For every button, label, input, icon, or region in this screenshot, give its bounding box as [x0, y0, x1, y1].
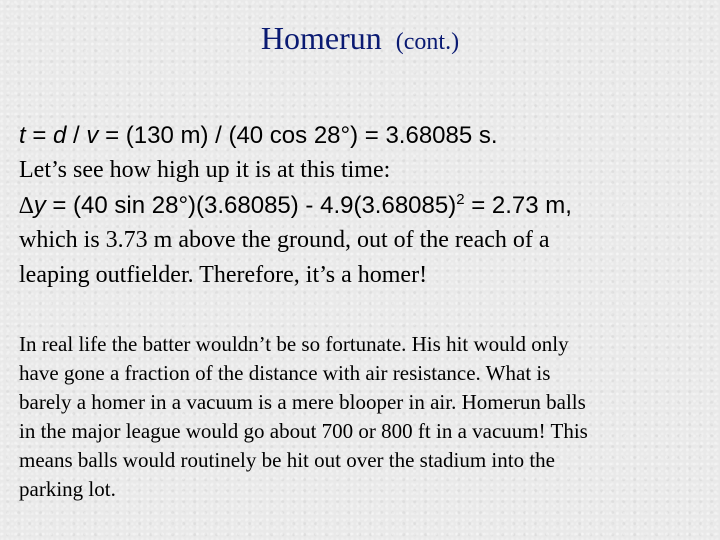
- y-symbol: y: [33, 192, 46, 219]
- title-main: Homerun: [260, 20, 382, 56]
- slide-title: [0, 20, 720, 57]
- displacement-equation: [19, 188, 709, 223]
- paragraph-line: have gone a fraction of the distance with air resistance. What is: [19, 361, 551, 385]
- slash-sign: /: [66, 122, 87, 149]
- displacement-expression: = (40 sin 28°)(3.68085) - 4.9(3.68085): [45, 192, 457, 219]
- paragraph-line: in the major league would go about 700 or 800 ft in a vacuum! This: [19, 419, 588, 443]
- paragraph-line: means balls would routinely be hit out over the stadium into the: [19, 448, 555, 472]
- time-equation: [19, 118, 709, 153]
- height-intro: Let’s see how high up it is at this time:: [19, 157, 391, 183]
- height-statement: which is 3.73 m above the ground, out of the reach of a: [19, 227, 550, 253]
- paragraph-line: parking lot.: [19, 477, 116, 501]
- v-symbol: v: [86, 122, 99, 149]
- displacement-result: = 2.73 m,: [464, 192, 572, 219]
- d-symbol: d: [53, 122, 67, 149]
- t-symbol: t: [19, 122, 26, 149]
- conclusion-statement: leaping outfielder. Therefore, it’s a homer!: [19, 262, 428, 288]
- paragraph-line: barely a homer in a vacuum is a mere blooper in air. Homerun balls: [19, 390, 586, 414]
- calculation-block: [19, 118, 709, 293]
- real-life-paragraph: [19, 330, 709, 504]
- exponent: 2: [456, 191, 465, 208]
- title-subtitle: (cont.): [395, 29, 460, 55]
- delta-symbol: ∆: [19, 193, 34, 219]
- paragraph-line: In real life the batter wouldn’t be so fortunate. His hit would only: [19, 332, 569, 356]
- time-equation-rest: = (130 m) / (40 cos 28°) = 3.68085 s.: [98, 122, 498, 149]
- equals-sign: =: [25, 122, 54, 149]
